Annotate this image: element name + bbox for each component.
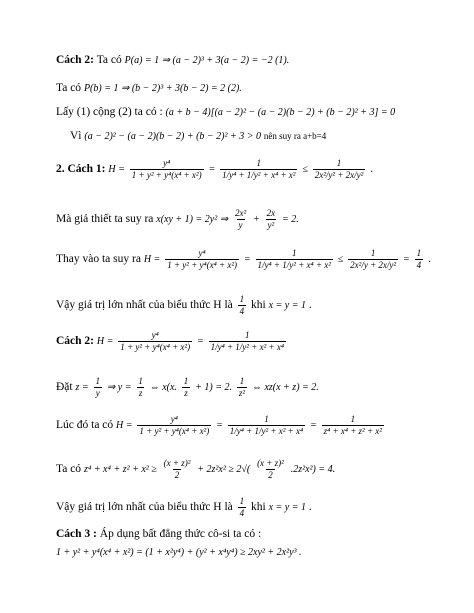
line-4: Vì (a − 2)² − (a − 2)(b − 2) + (b − 2)² + 3 > 0 nên suy ra a+b=4: [70, 130, 327, 142]
line-15: 1 + y² + y⁴(x⁴ + x²) = (1 + x²y⁴) + (y² + x⁴y⁴) ≥ 2xy² + 2x²y³ .: [56, 547, 302, 558]
section-label: 2. Cách 1:: [56, 162, 106, 175]
method-label: Cách 2:: [56, 54, 95, 66]
line-8: Vậy giá trị lớn nhất của biểu thức H là $\frac{1}{4}$ khi x = y = 1 .: [56, 294, 312, 316]
line-10: Đặt z = $\frac{1}{y}$ ⇒ y = $\frac{1}{z}$ ⇔ x(x. $\frac{1}{z}$ + 1) = 2. $\frac{1}{\text{z²}}$ ⇔ xz(x + z) = 2.: [56, 376, 319, 398]
line-2: Ta có P(b) = 1 ⇒ (b − 2)³ + 3(b − 2) = 2 (2).: [56, 82, 242, 94]
line-13: Vậy giá trị lớn nhất của biểu thức H là $\frac{1}{4}$ khi x = y = 1 .: [56, 496, 312, 518]
line-12: Ta có z⁴ + x⁴ + z² + x² ≥ $\frac{\text{(x + z)²}}{2}$ + 2z²x² ≥ 2√( $\frac{\text{(x + z)²}}{2}$ .2z²x²) = 4.: [56, 458, 336, 480]
line-6: Mà giả thiết ta suy ra x(xy + 1) = 2y² ⇒ $\frac{\text{2x²}}{y}$ + $\frac{2x}{\text{y²}}$ = 2.: [56, 208, 299, 230]
line-14: Cách 3 : Áp dụng bất đẳng thức cô-si ta có :: [56, 528, 262, 540]
line-11: Lúc đó ta có H = $\frac{\text{y⁴}}{\text{1 + y² + y⁴(x⁴ + x²)}}$ = $\frac{1}{\text{1/y⁴ + 1/y² + x² + x⁴}}$ = $\frac{1}{\text{z⁴ + x⁴ + z² + x²}}$: [56, 414, 382, 436]
line-cach2-1: Cách 2: Ta có P(a) = 1 ⇒ (a − 2)³ + 3(a − 2) = −2 (1).: [56, 54, 290, 66]
method-label: Cách 3 :: [56, 528, 97, 540]
line-9: Cách 2: H = $\frac{\text{y⁴}}{\text{1 + y² + y⁴(x⁴ + x²)}}$ = $\frac{1}{\text{1/y⁴ + 1/y² + x² + x⁴}}$: [56, 330, 284, 352]
method-label: Cách 2:: [56, 334, 95, 347]
line-3: Lấy (1) cộng (2) ta có : (a + b − 4)[(a − 2)² − (a − 2)(b − 2) + (b − 2)² + 3] = 0: [56, 106, 396, 118]
line-7: Thay vào ta suy ra H = $\frac{\text{y⁴}}{\text{1 + y² + y⁴(x⁴ + x²)}}$ = $\frac{1}{\text{1/y⁴ + 1/y² + x⁴ + x²}}$ ≤ $\frac{1}{\text{2x²/y + 2x/y²}}$ = $\frac{1}{4}$ .: [56, 248, 431, 270]
line-5: 2. Cách 1: H = $\frac{\text{y⁴}}{\text{1 + y² + y⁴(x⁴ + x²)}}$ = $\frac{1}{\text{1/y⁴ + 1/y² + x⁴ + x²}}$ ≤ $\frac{1}{\text{2x²/y² + 2x/y²}}$ .: [56, 158, 374, 180]
